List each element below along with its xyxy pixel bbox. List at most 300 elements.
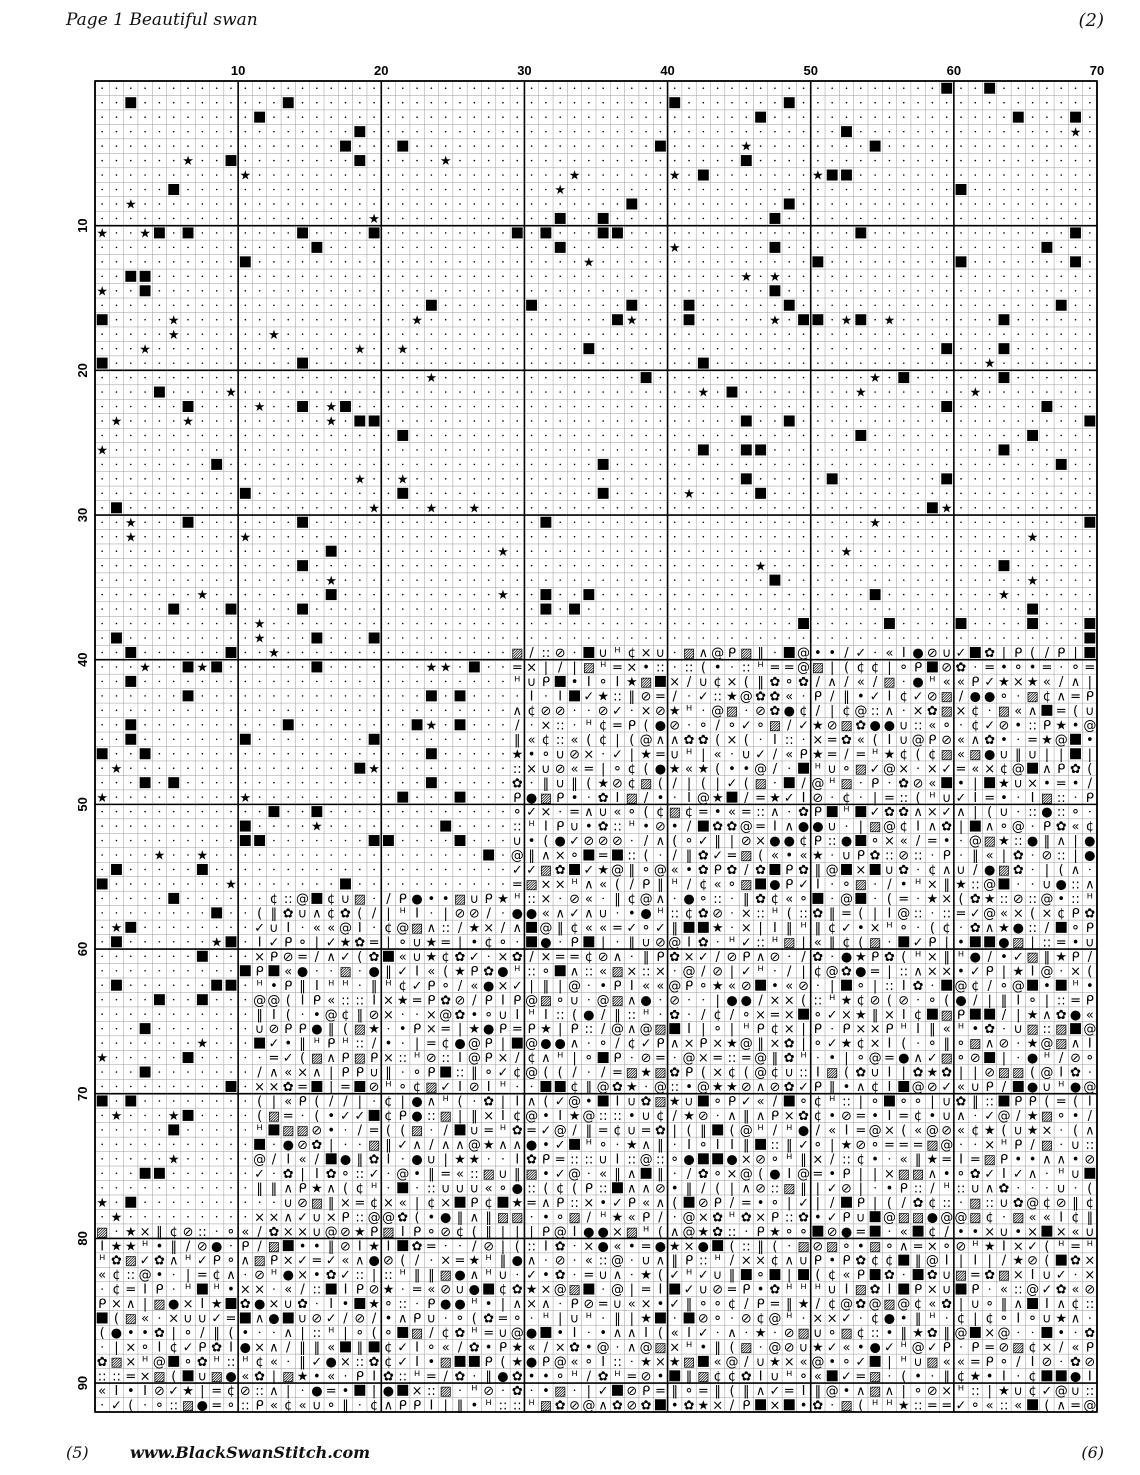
stitch-symbol: | [386, 906, 391, 922]
stitch-symbol: @ [754, 1051, 768, 1067]
stitch-dot [746, 637, 748, 639]
stitch-symbol: ‖ [385, 1065, 392, 1081]
stitch-dot [187, 174, 189, 176]
stitch-dot [402, 319, 404, 321]
stitch-symbol: ∪ [1085, 703, 1095, 719]
stitch-symbol: | [801, 1036, 806, 1052]
stitch-square [798, 314, 809, 325]
stitch-symbol: ✿ [984, 732, 996, 748]
stitch-symbol: :: [584, 964, 594, 980]
stitch-dot [989, 406, 991, 408]
stitch-dot [159, 203, 161, 205]
stitch-symbol: ∪ [1013, 776, 1024, 792]
stitch-dot [130, 348, 132, 350]
stitch-symbol: ● [311, 1022, 323, 1038]
stitch-dot [574, 406, 576, 408]
stitch-dot [101, 710, 103, 712]
stitch-symbol: ᴴ [757, 964, 764, 980]
stitch-symbol: / [615, 1036, 620, 1052]
stitch-symbol: ★ [253, 631, 266, 647]
stitch-dot [1003, 550, 1005, 552]
stitch-dot [1089, 290, 1091, 292]
stitch-symbol: ✓ [526, 863, 538, 879]
stitch-dot [1032, 854, 1034, 856]
stitch-dot [359, 406, 361, 408]
stitch-dot [1075, 449, 1077, 451]
stitch-symbol: :: [555, 1007, 565, 1023]
stitch-dot [445, 276, 447, 278]
stitch-square [741, 155, 752, 166]
stitch-dot [1003, 637, 1005, 639]
stitch-symbol: ▨ [840, 718, 853, 734]
stitch-symbol: ‖ [514, 732, 521, 748]
stitch-symbol: ▨ [639, 776, 653, 792]
stitch-dot [130, 753, 132, 755]
stitch-square [397, 488, 408, 499]
stitch-dot [617, 420, 619, 422]
stitch-dot [416, 203, 418, 205]
stitch-symbol: Ι [615, 1094, 620, 1110]
stitch-dot [1003, 478, 1005, 480]
stitch-dot [459, 869, 461, 871]
stitch-symbol: ✿ [440, 993, 452, 1009]
stitch-dot [574, 493, 576, 495]
stitch-symbol: × [1070, 964, 1081, 980]
stitch-dot [917, 521, 919, 523]
stitch-square [125, 271, 136, 282]
stitch-dot [330, 854, 332, 856]
stitch-dot [173, 811, 175, 813]
stitch-dot [917, 276, 919, 278]
stitch-symbol: ★ [225, 385, 237, 401]
stitch-dot [531, 507, 533, 509]
stitch-dot [545, 623, 547, 625]
stitch-symbol: Ι [887, 906, 892, 922]
stitch-dot [187, 203, 189, 205]
stitch-dot [774, 493, 776, 495]
stitch-dot [273, 666, 275, 668]
stitch-dot [1060, 261, 1062, 263]
stitch-dot [960, 840, 962, 842]
stitch-dot [717, 203, 719, 205]
stitch-dot [774, 594, 776, 596]
stitch-symbol: ▨ [582, 660, 595, 676]
stitch-symbol: :: [641, 964, 651, 980]
stitch-dot [703, 261, 705, 263]
stitch-dot [602, 131, 604, 133]
stitch-square [626, 198, 637, 209]
stitch-dot [345, 652, 347, 654]
stitch-square [426, 777, 437, 788]
stitch-dot [173, 464, 175, 466]
stitch-dot [431, 276, 433, 278]
stitch-symbol: ∧ [569, 1036, 580, 1052]
stitch-dot [1060, 550, 1062, 552]
stitch-symbol: | [1073, 834, 1078, 850]
stitch-dot [202, 695, 204, 697]
stitch-dot [746, 247, 748, 249]
stitch-dot [287, 160, 289, 162]
stitch-dot [144, 435, 146, 437]
stitch-symbol: × [425, 1007, 437, 1023]
stitch-dot [245, 247, 247, 249]
stitch-dot [259, 247, 261, 249]
stitch-dot [545, 203, 547, 205]
stitch-dot [287, 652, 289, 654]
stitch-dot [531, 145, 533, 147]
stitch-dot [1003, 116, 1005, 118]
stitch-dot [373, 276, 375, 278]
stitch-dot [703, 435, 705, 437]
stitch-dot [1017, 174, 1019, 176]
stitch-symbol: @ [510, 848, 524, 864]
stitch-dot [1046, 579, 1048, 581]
stitch-symbol: ᴴ [657, 906, 664, 922]
stitch-symbol: ★ [96, 226, 108, 242]
stitch-dot [817, 637, 819, 639]
stitch-dot [230, 406, 232, 408]
stitch-square [1070, 256, 1081, 267]
stitch-symbol: ᑭ [255, 964, 264, 980]
stitch-dot [1046, 391, 1048, 393]
stitch-dot [245, 304, 247, 306]
stitch-dot [731, 565, 733, 567]
stitch-dot [130, 984, 132, 986]
stitch-dot [1032, 319, 1034, 321]
stitch-symbol: ▨ [940, 703, 953, 719]
stitch-symbol: ⊘ [926, 1080, 938, 1096]
stitch-dot [788, 319, 790, 321]
stitch-symbol: ● [368, 964, 380, 980]
stitch-dot [431, 131, 433, 133]
stitch-dot [617, 478, 619, 480]
stitch-dot [159, 869, 161, 871]
stitch-dot [202, 247, 204, 249]
stitch-symbol: ✓ [340, 949, 351, 965]
stitch-symbol: | [729, 1022, 735, 1038]
stitch-dot [1003, 391, 1005, 393]
stitch-dot [660, 189, 662, 191]
stitch-dot [631, 565, 633, 567]
stitch-dot [459, 811, 461, 813]
stitch-dot [216, 898, 218, 900]
stitch-symbol: ★ [625, 1080, 638, 1096]
stitch-dot [531, 116, 533, 118]
stitch-dot [316, 493, 318, 495]
stitch-symbol: « [1085, 1007, 1094, 1023]
stitch-symbol: | [529, 978, 534, 994]
stitch-dot [660, 160, 662, 162]
stitch-dot [1032, 218, 1034, 220]
stitch-symbol: « [642, 978, 651, 994]
stitch-symbol: ✿ [883, 949, 895, 965]
stitch-dot [559, 87, 561, 89]
stitch-symbol: « [713, 877, 722, 893]
stitch-dot [474, 290, 476, 292]
stitch-dot [932, 608, 934, 610]
stitch-dot [703, 579, 705, 581]
stitch-dot [846, 189, 848, 191]
stitch-dot [431, 493, 433, 495]
stitch-dot [130, 435, 132, 437]
stitch-dot [545, 420, 547, 422]
stitch-dot [402, 623, 404, 625]
stitch-symbol: × [382, 1007, 394, 1023]
stitch-symbol: ( [944, 993, 950, 1009]
stitch-symbol: ( [1044, 1094, 1050, 1110]
stitch-dot [316, 232, 318, 234]
stitch-symbol: = [612, 920, 623, 936]
stitch-dot [187, 565, 189, 567]
stitch-dot [703, 189, 705, 191]
stitch-dot [173, 652, 175, 654]
stitch-dot [717, 565, 719, 567]
stitch-dot [502, 782, 504, 784]
stitch-dot [101, 695, 103, 697]
stitch-symbol: • [1043, 978, 1051, 994]
stitch-dot [302, 782, 304, 784]
stitch-dot [645, 304, 647, 306]
stitch-symbol: ✿ [798, 805, 810, 821]
stitch-symbol: ✓ [984, 675, 996, 691]
stitch-square [769, 285, 780, 296]
stitch-dot [602, 304, 604, 306]
stitch-symbol: :: [842, 1094, 851, 1110]
stitch-symbol: ¢ [627, 761, 636, 777]
stitch-dot [717, 116, 719, 118]
stitch-dot [330, 478, 332, 480]
stitch-dot [488, 883, 490, 885]
stitch-symbol: / [829, 689, 835, 705]
stitch-dot [245, 102, 247, 104]
stitch-dot [1089, 145, 1091, 147]
stitch-dot [302, 189, 304, 191]
stitch-dot [559, 898, 561, 900]
stitch-dot [474, 493, 476, 495]
stitch-square [1070, 748, 1081, 759]
stitch-dot [559, 333, 561, 335]
stitch-dot [345, 174, 347, 176]
stitch-symbol: ⊘ [554, 646, 566, 662]
stitch-square [941, 83, 952, 94]
stitch-dot [431, 565, 433, 567]
stitch-symbol: × [941, 964, 953, 980]
stitch-dot [302, 276, 304, 278]
stitch-symbol: ✿ [898, 776, 910, 792]
stitch-dot [889, 464, 891, 466]
stitch-dot [216, 811, 218, 813]
stitch-symbol: ᴴ [342, 978, 349, 994]
stitch-dot [502, 102, 504, 104]
stitch-dot [688, 406, 690, 408]
stitch-dot [230, 261, 232, 263]
stitch-symbol: × [382, 993, 394, 1009]
stitch-symbol: ⊘ [1041, 848, 1053, 864]
stitch-dot [159, 102, 161, 104]
stitch-dot [474, 362, 476, 364]
stitch-symbol: ★ [96, 1051, 108, 1067]
stitch-symbol: × [926, 761, 938, 777]
stitch-dot [674, 160, 676, 162]
stitch-dot [774, 362, 776, 364]
stitch-symbol: ᑭ [427, 978, 436, 994]
stitch-symbol: ¢ [999, 761, 1009, 777]
stitch-dot [946, 420, 948, 422]
stitch-dot [846, 493, 848, 495]
stitch-symbol: • [1000, 949, 1008, 965]
stitch-symbol: ¢ [570, 920, 579, 936]
stitch-dot [445, 391, 447, 393]
stitch-dot [474, 478, 476, 480]
stitch-symbol: ‖ [299, 978, 306, 994]
stitch-dot [932, 377, 934, 379]
stitch-dot [416, 666, 418, 668]
stitch-dot [287, 145, 289, 147]
stitch-square [168, 604, 179, 615]
stitch-dot [173, 102, 175, 104]
stitch-dot [860, 377, 862, 379]
stitch-symbol: | [973, 805, 978, 821]
stitch-dot [531, 565, 533, 567]
stitch-symbol: / [801, 949, 806, 965]
stitch-dot [1003, 507, 1005, 509]
stitch-dot [474, 333, 476, 335]
stitch-dot [359, 464, 361, 466]
stitch-symbol: Ι [257, 935, 262, 951]
stitch-dot [316, 594, 318, 596]
stitch-dot [1032, 247, 1034, 249]
stitch-dot [388, 131, 390, 133]
stitch-dot [474, 753, 476, 755]
stitch-symbol: / [371, 1036, 377, 1052]
stitch-symbol: « [770, 848, 779, 864]
stitch-dot [1032, 406, 1034, 408]
stitch-symbol: ✓ [612, 703, 623, 719]
stitch-dot [1003, 290, 1005, 292]
stitch-dot [388, 1028, 390, 1030]
stitch-square [941, 980, 952, 991]
stitch-dot [474, 420, 476, 422]
stitch-symbol: ‖ [972, 848, 979, 864]
stitch-symbol: ★ [196, 660, 209, 676]
stitch-dot [345, 218, 347, 220]
stitch-symbol: • [398, 1022, 407, 1038]
stitch-symbol: ∧ [569, 964, 580, 980]
stitch-dot [144, 594, 146, 596]
stitch-dot [889, 608, 891, 610]
stitch-symbol: ▨ [511, 646, 524, 662]
stitch-dot [1075, 391, 1077, 393]
stitch-dot [1046, 319, 1048, 321]
stitch-dot [588, 102, 590, 104]
stitch-dot [245, 290, 247, 292]
stitch-dot [1003, 218, 1005, 220]
stitch-dot [746, 594, 748, 596]
stitch-symbol: ∪ [598, 805, 608, 821]
stitch-symbol: ★ [1026, 573, 1039, 589]
stitch-dot [187, 941, 189, 943]
stitch-symbol: = [569, 805, 580, 821]
stitch-dot [1003, 189, 1005, 191]
stitch-dot [960, 507, 962, 509]
stitch-dot [316, 840, 318, 842]
stitch-dot [803, 333, 805, 335]
stitch-symbol: ★ [368, 761, 380, 777]
stitch-symbol: ✓ [955, 646, 967, 662]
stitch-dot [674, 406, 676, 408]
stitch-dot [574, 464, 576, 466]
stitch-square [111, 936, 122, 947]
stitch-symbol: ∧ [770, 805, 780, 821]
stitch-symbol: ∧ [1070, 1036, 1081, 1052]
stitch-dot [345, 348, 347, 350]
stitch-dot [116, 102, 118, 104]
stitch-dot [989, 377, 991, 379]
stitch-dot [159, 1057, 161, 1059]
stitch-symbol: @ [596, 1080, 610, 1096]
stitch-symbol: ∧ [555, 906, 565, 922]
stitch-symbol: « [856, 732, 865, 748]
stitch-dot [445, 449, 447, 451]
stitch-dot [173, 203, 175, 205]
stitch-dot [531, 637, 533, 639]
stitch-symbol: ( [700, 776, 706, 792]
stitch-symbol: / [701, 1007, 706, 1023]
stitch-dot [516, 449, 518, 451]
stitch-symbol: ▨ [940, 689, 953, 705]
stitch-dot [817, 333, 819, 335]
stitch-dot [488, 550, 490, 552]
stitch-dot [631, 478, 633, 480]
stitch-square [1041, 242, 1052, 253]
stitch-dot [130, 1042, 132, 1044]
stitch-dot [846, 507, 848, 509]
stitch-square [297, 227, 308, 238]
stitch-dot [1032, 362, 1034, 364]
stitch-square [698, 358, 709, 369]
stitch-dot [330, 536, 332, 538]
stitch-dot [359, 521, 361, 523]
stitch-dot [889, 160, 891, 162]
stitch-symbol: ( [886, 993, 892, 1009]
stitch-symbol: ▨ [854, 877, 867, 893]
stitch-symbol: ✓ [783, 790, 795, 806]
stitch-symbol: ✿ [712, 819, 724, 835]
stitch-symbol: ★ [182, 414, 194, 430]
stitch-dot [989, 304, 991, 306]
stitch-dot [345, 796, 347, 798]
stitch-symbol: ¢ [384, 1094, 393, 1110]
stitch-dot [803, 145, 805, 147]
stitch-dot [101, 1086, 103, 1088]
stitch-dot [746, 579, 748, 581]
stitch-dot [602, 102, 604, 104]
stitch-dot [459, 478, 461, 480]
stitch-dot [316, 710, 318, 712]
stitch-symbol: ⊘ [583, 834, 595, 850]
stitch-dot [588, 435, 590, 437]
stitch-dot [259, 1057, 261, 1059]
stitch-symbol: / [472, 993, 477, 1009]
stitch-symbol: ⚬ [583, 1051, 595, 1067]
stitch-dot [559, 493, 561, 495]
stitch-dot [101, 767, 103, 769]
stitch-dot [674, 1057, 676, 1059]
stitch-dot [846, 290, 848, 292]
stitch-dot [302, 883, 304, 885]
stitch-dot [130, 941, 132, 943]
stitch-symbol: = [1070, 689, 1081, 705]
